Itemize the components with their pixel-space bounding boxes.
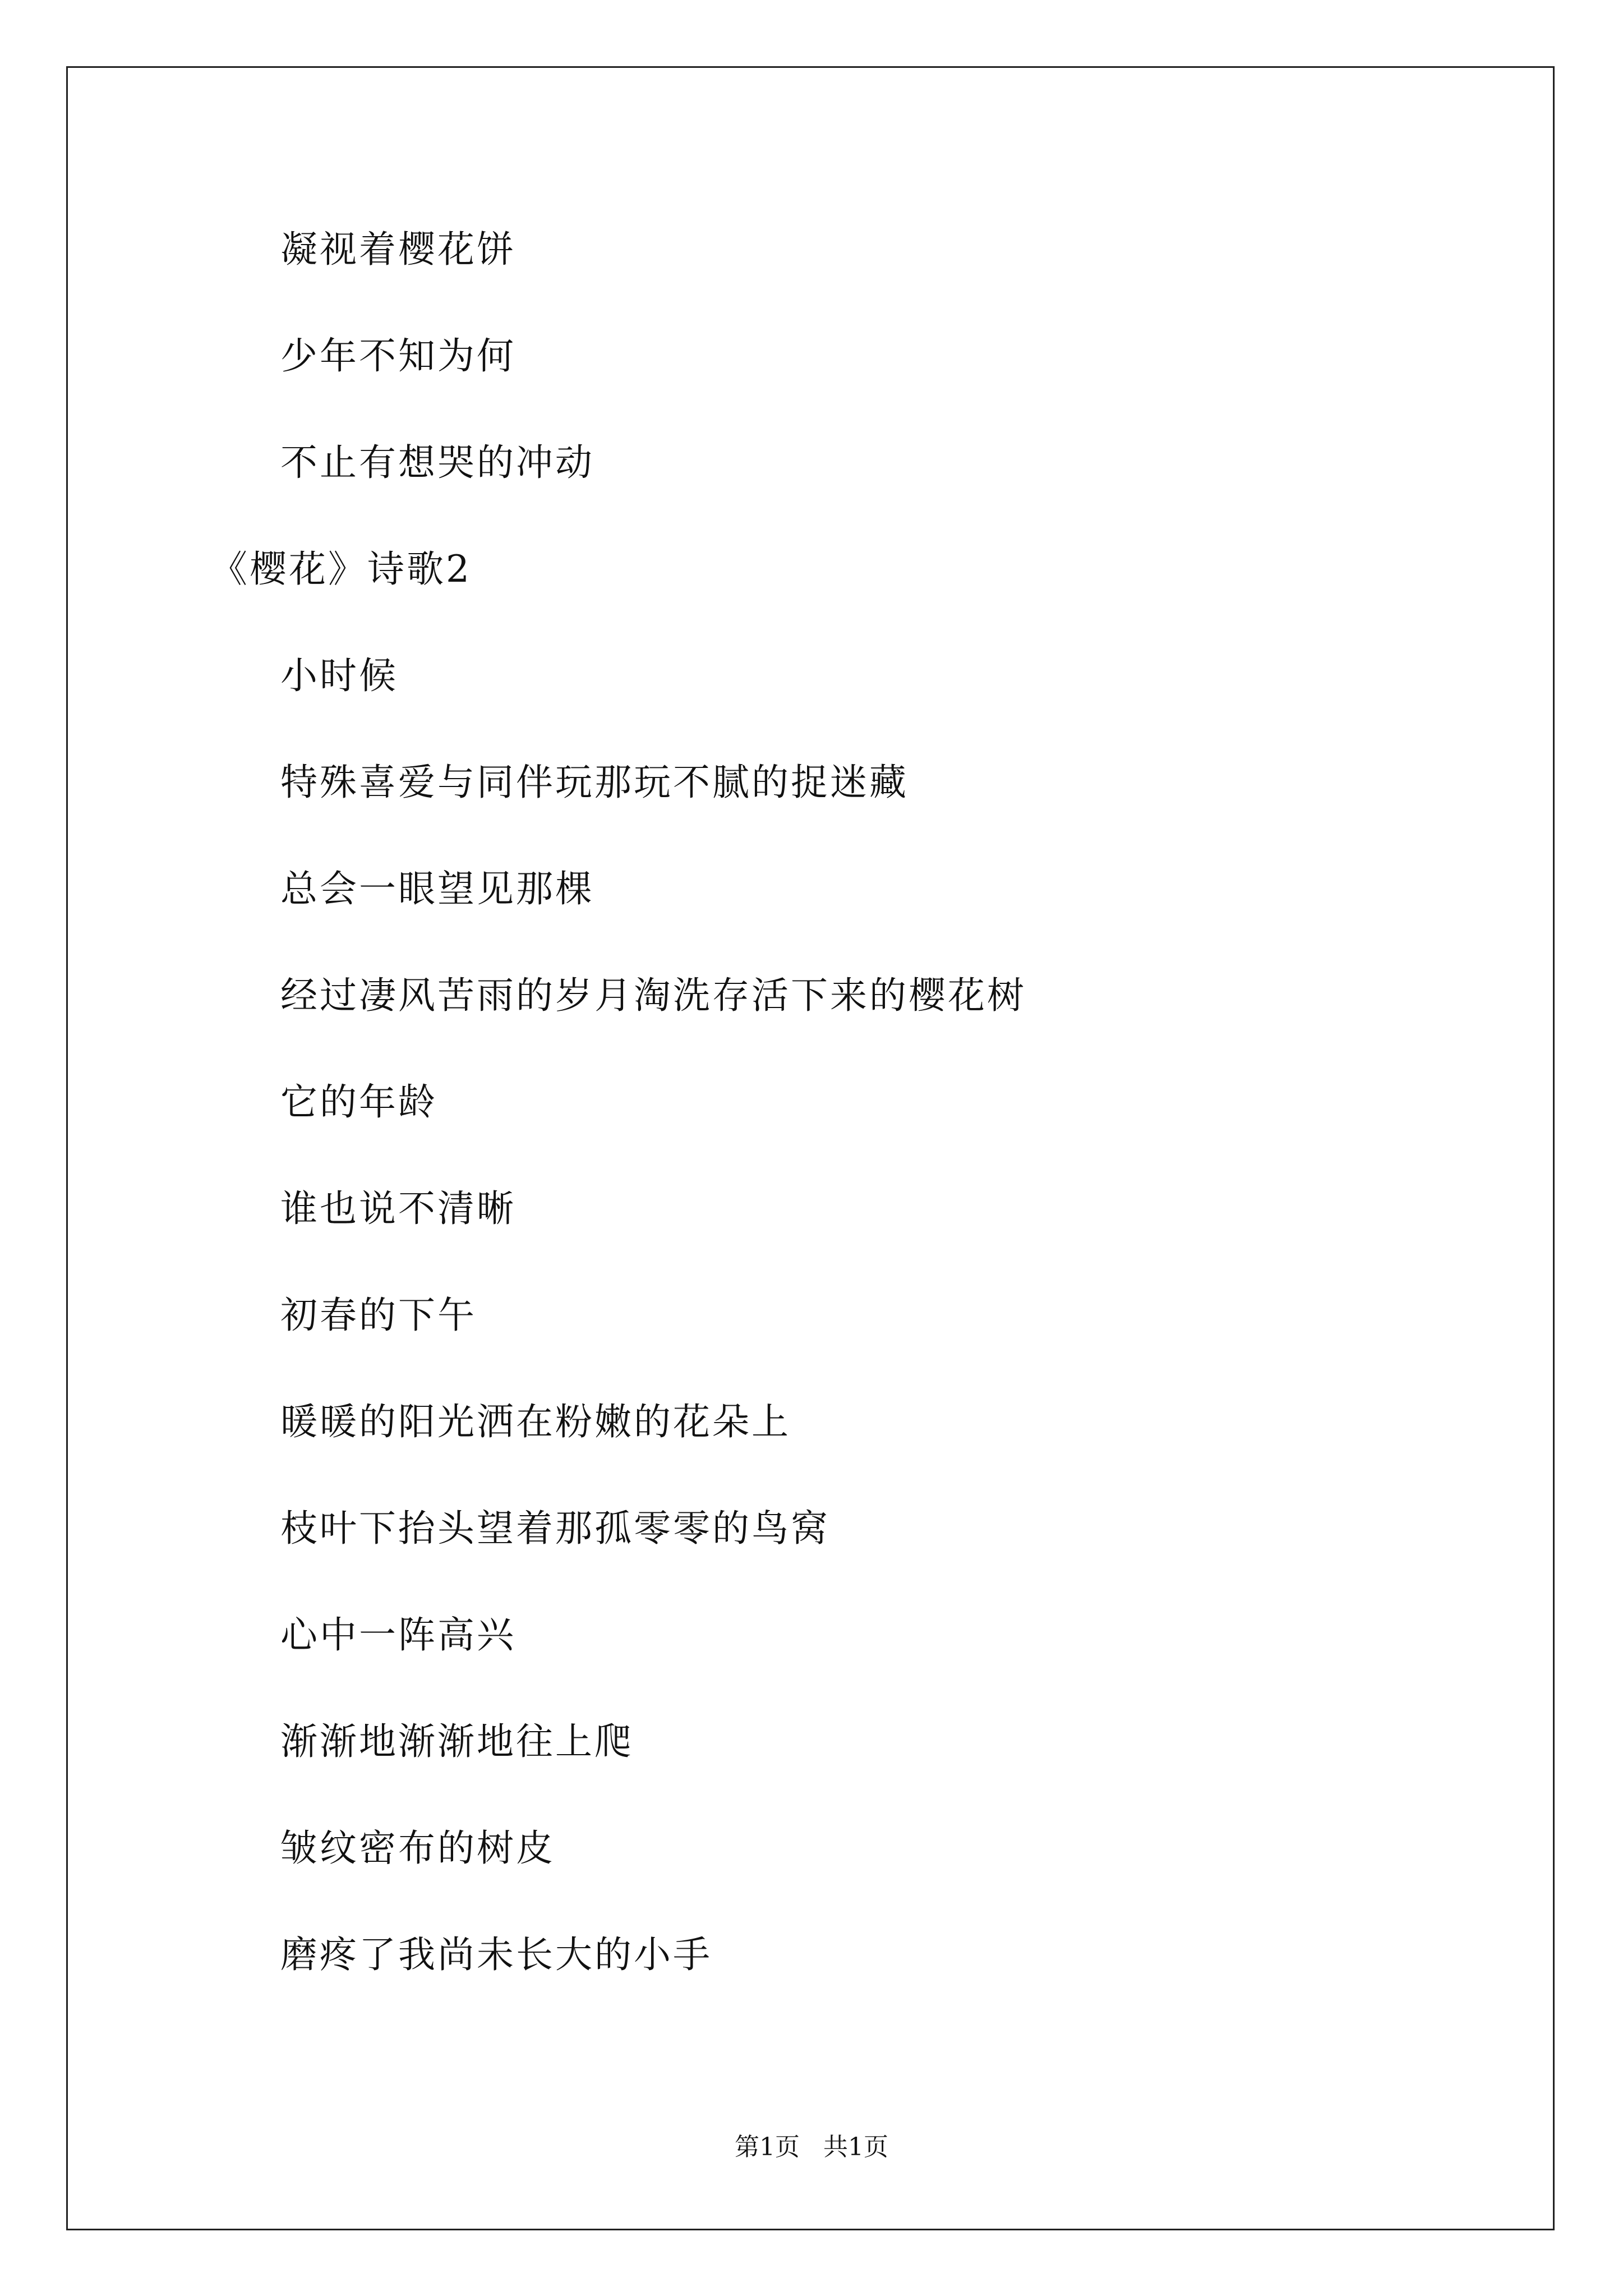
poem-line: 暖暖的阳光洒在粉嫩的花朵上 — [280, 1400, 791, 1443]
poem-line: 总会一眼望见那棵 — [280, 867, 594, 910]
poem-line: 渐渐地渐渐地往上爬 — [280, 1720, 634, 1763]
poem-line: 皱纹密布的树皮 — [280, 1826, 555, 1870]
page-border — [66, 66, 1555, 2230]
poem-line: 初春的下午 — [280, 1294, 477, 1337]
poem-line: 少年不知为何 — [280, 334, 516, 378]
poem-line: 枝叶下抬头望着那孤零零的鸟窝 — [280, 1507, 830, 1550]
poem-line: 特殊喜爱与同伴玩那玩不腻的捉迷藏 — [280, 761, 909, 804]
poem-line: 心中一阵高兴 — [280, 1613, 516, 1657]
poem-line: 凝视着樱花饼 — [280, 228, 516, 271]
poem-line: 小时候 — [280, 654, 398, 697]
poem-line: 谁也说不清晰 — [280, 1187, 516, 1230]
poem-line: 经过凄风苦雨的岁月淘洗存活下来的樱花树 — [280, 974, 1026, 1017]
poem-line: 不止有想哭的冲动 — [280, 441, 594, 484]
page-footer: 第1页 共1页 — [735, 2133, 888, 2161]
poem-line: 它的年龄 — [280, 1080, 437, 1124]
poem-heading: 《樱花》诗歌2 — [210, 547, 472, 591]
poem-line: 磨疼了我尚未长大的小手 — [280, 1933, 712, 1976]
